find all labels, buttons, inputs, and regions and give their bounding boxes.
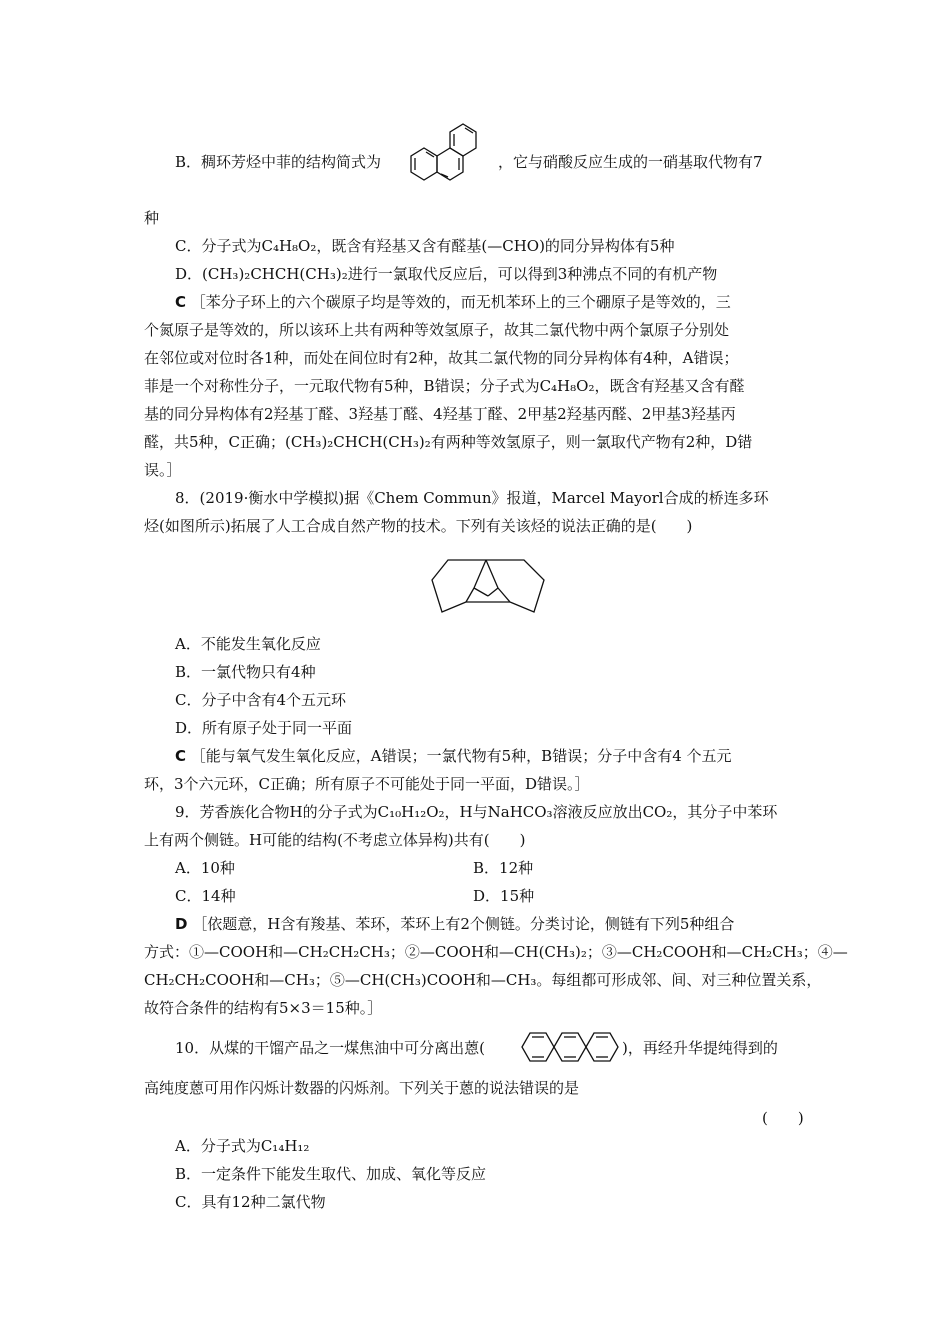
q8-stem-line-2: 烃(如图所示)拓展了人工合成自然产物的技术。下列有关该烃的说法正确的是( ) xyxy=(144,517,693,535)
q7-option-b-prefix: B．稠环芳烃中菲的结构简式为 xyxy=(175,153,382,171)
q8-option-d: D．所有原子处于同一平面 xyxy=(175,719,353,737)
q7-answer-letter: C xyxy=(175,293,187,311)
q9-explanation-line-3: CH₂CH₂COOH和—CH₃；⑤—CH(CH₃)COOH和—CH₃。每组都可形成邻、间、对三种位置关系， xyxy=(144,971,822,989)
q7-explanation-line-3: 在邻位或对位时各1种，而处在间位时有2种，故其二氯代物的同分异构体有4种，A错误； xyxy=(144,349,739,367)
q7-explanation-line-7: 误。］ xyxy=(144,461,182,479)
q8-option-c: C．分子中含有4个五元环 xyxy=(175,691,347,709)
q10-stem-suffix: )，再经升华提纯得到的 xyxy=(622,1039,778,1057)
q8-stem-line-1: 8．(2019·衡水中学模拟)据《Chem Commun》报道，Marcel Mayorl合成的桥连多环 xyxy=(175,489,769,507)
q8-answer-letter: C xyxy=(175,747,187,765)
q7-explanation-line-5: 基的同分异构体有2羟基丁醛、3羟基丁醛、4羟基丁醛、2甲基2羟基丙醛、2甲基3羟基丙 xyxy=(144,405,736,423)
q7-explanation-line-4: 菲是一个对称性分子，一元取代物有5种，B错误；分子式为C₄H₈O₂，既含有羟基又含有醛 xyxy=(144,377,745,395)
q9-option-d: D．15种 xyxy=(473,887,535,905)
q7-option-d: D．(CH₃)₂CHCH(CH₃)₂进行一氯取代反应后，可以得到3种沸点不同的有机产物 xyxy=(175,265,718,283)
q9-option-a: A．10种 xyxy=(175,859,235,877)
phenanthrene-structure xyxy=(406,124,496,192)
q7-explanation-line-1 xyxy=(175,292,731,312)
q8-option-a: A．不能发生氧化反应 xyxy=(175,635,321,653)
q8-explanation-text-1: ［能与氧气发生氧化反应，A错误；一氯代物有5种，B错误；分子中含有4 个五元 xyxy=(190,747,732,765)
q8-explanation-line-1 xyxy=(175,746,732,766)
q7-option-b-continued: 种 xyxy=(144,209,160,227)
q10-option-a: A．分子式为C₁₄H₁₂ xyxy=(175,1137,310,1155)
q9-option-c: C．14种 xyxy=(175,887,236,905)
bridged-polycyclic-hydrocarbon-structure xyxy=(428,550,548,620)
q9-explanation-text-1: ［依题意，H含有羧基、苯环，苯环上有2个侧链。分类讨论，侧链有下列5种组合 xyxy=(192,915,735,933)
q9-stem-line-2: 上有两个侧链。H可能的结构(不考虑立体异构)共有( ) xyxy=(144,831,526,849)
q7-option-b-suffix: ，它与硝酸反应生成的一硝基取代物有7 xyxy=(498,153,763,171)
q7-explanation-text-1: ［苯分子环上的六个碳原子均是等效的，而无机苯环上的三个硼原子是等效的，三 xyxy=(190,293,731,311)
q9-explanation-line-2: 方式：①—COOH和—CH₂CH₂CH₃；②—COOH和—CH(CH₃)₂；③—CH₂COOH和—CH₂CH₃；④— xyxy=(144,943,848,961)
anthracene-structure xyxy=(520,1027,616,1067)
q7-option-c: C．分子式为C₄H₈O₂，既含有羟基又含有醛基(—CHO)的同分异构体有5种 xyxy=(175,237,675,255)
q7-explanation-line-6: 醛，共5种，C正确；(CH₃)₂CHCH(CH₃)₂有两种等效氢原子，则一氯取代产物有2种，D错 xyxy=(144,433,753,451)
q10-stem-line-2: 高纯度蒽可用作闪烁计数器的闪烁剂。下列关于蒽的说法错误的是 xyxy=(144,1079,580,1097)
q10-option-b: B．一定条件下能发生取代、加成、氧化等反应 xyxy=(175,1165,487,1183)
q10-answer-blank: ( ) xyxy=(762,1109,804,1127)
q8-option-b: B．一氯代物只有4种 xyxy=(175,663,316,681)
q9-option-b: B．12种 xyxy=(473,859,534,877)
q9-explanation-line-1 xyxy=(175,914,734,934)
q9-stem-line-1: 9．芳香族化合物H的分子式为C₁₀H₁₂O₂，H与NaHCO₃溶液反应放出CO₂，其分子中苯环 xyxy=(175,803,778,821)
q8-explanation-line-2: 环，3个六元环，C正确；所有原子不可能处于同一平面，D错误。］ xyxy=(144,775,590,793)
q9-explanation-line-4: 故符合条件的结构有5×3＝15种。］ xyxy=(144,999,383,1017)
q9-answer-letter: D xyxy=(175,915,188,933)
q7-explanation-line-2: 个氮原子是等效的，所以该环上共有两种等效氢原子，故其二氯代物中两个氯原子分别处 xyxy=(144,321,730,339)
q10-stem-prefix: 10．从煤的干馏产品之一煤焦油中可分离出蒽( xyxy=(175,1039,485,1057)
q10-option-c: C．具有12种二氯代物 xyxy=(175,1193,326,1211)
